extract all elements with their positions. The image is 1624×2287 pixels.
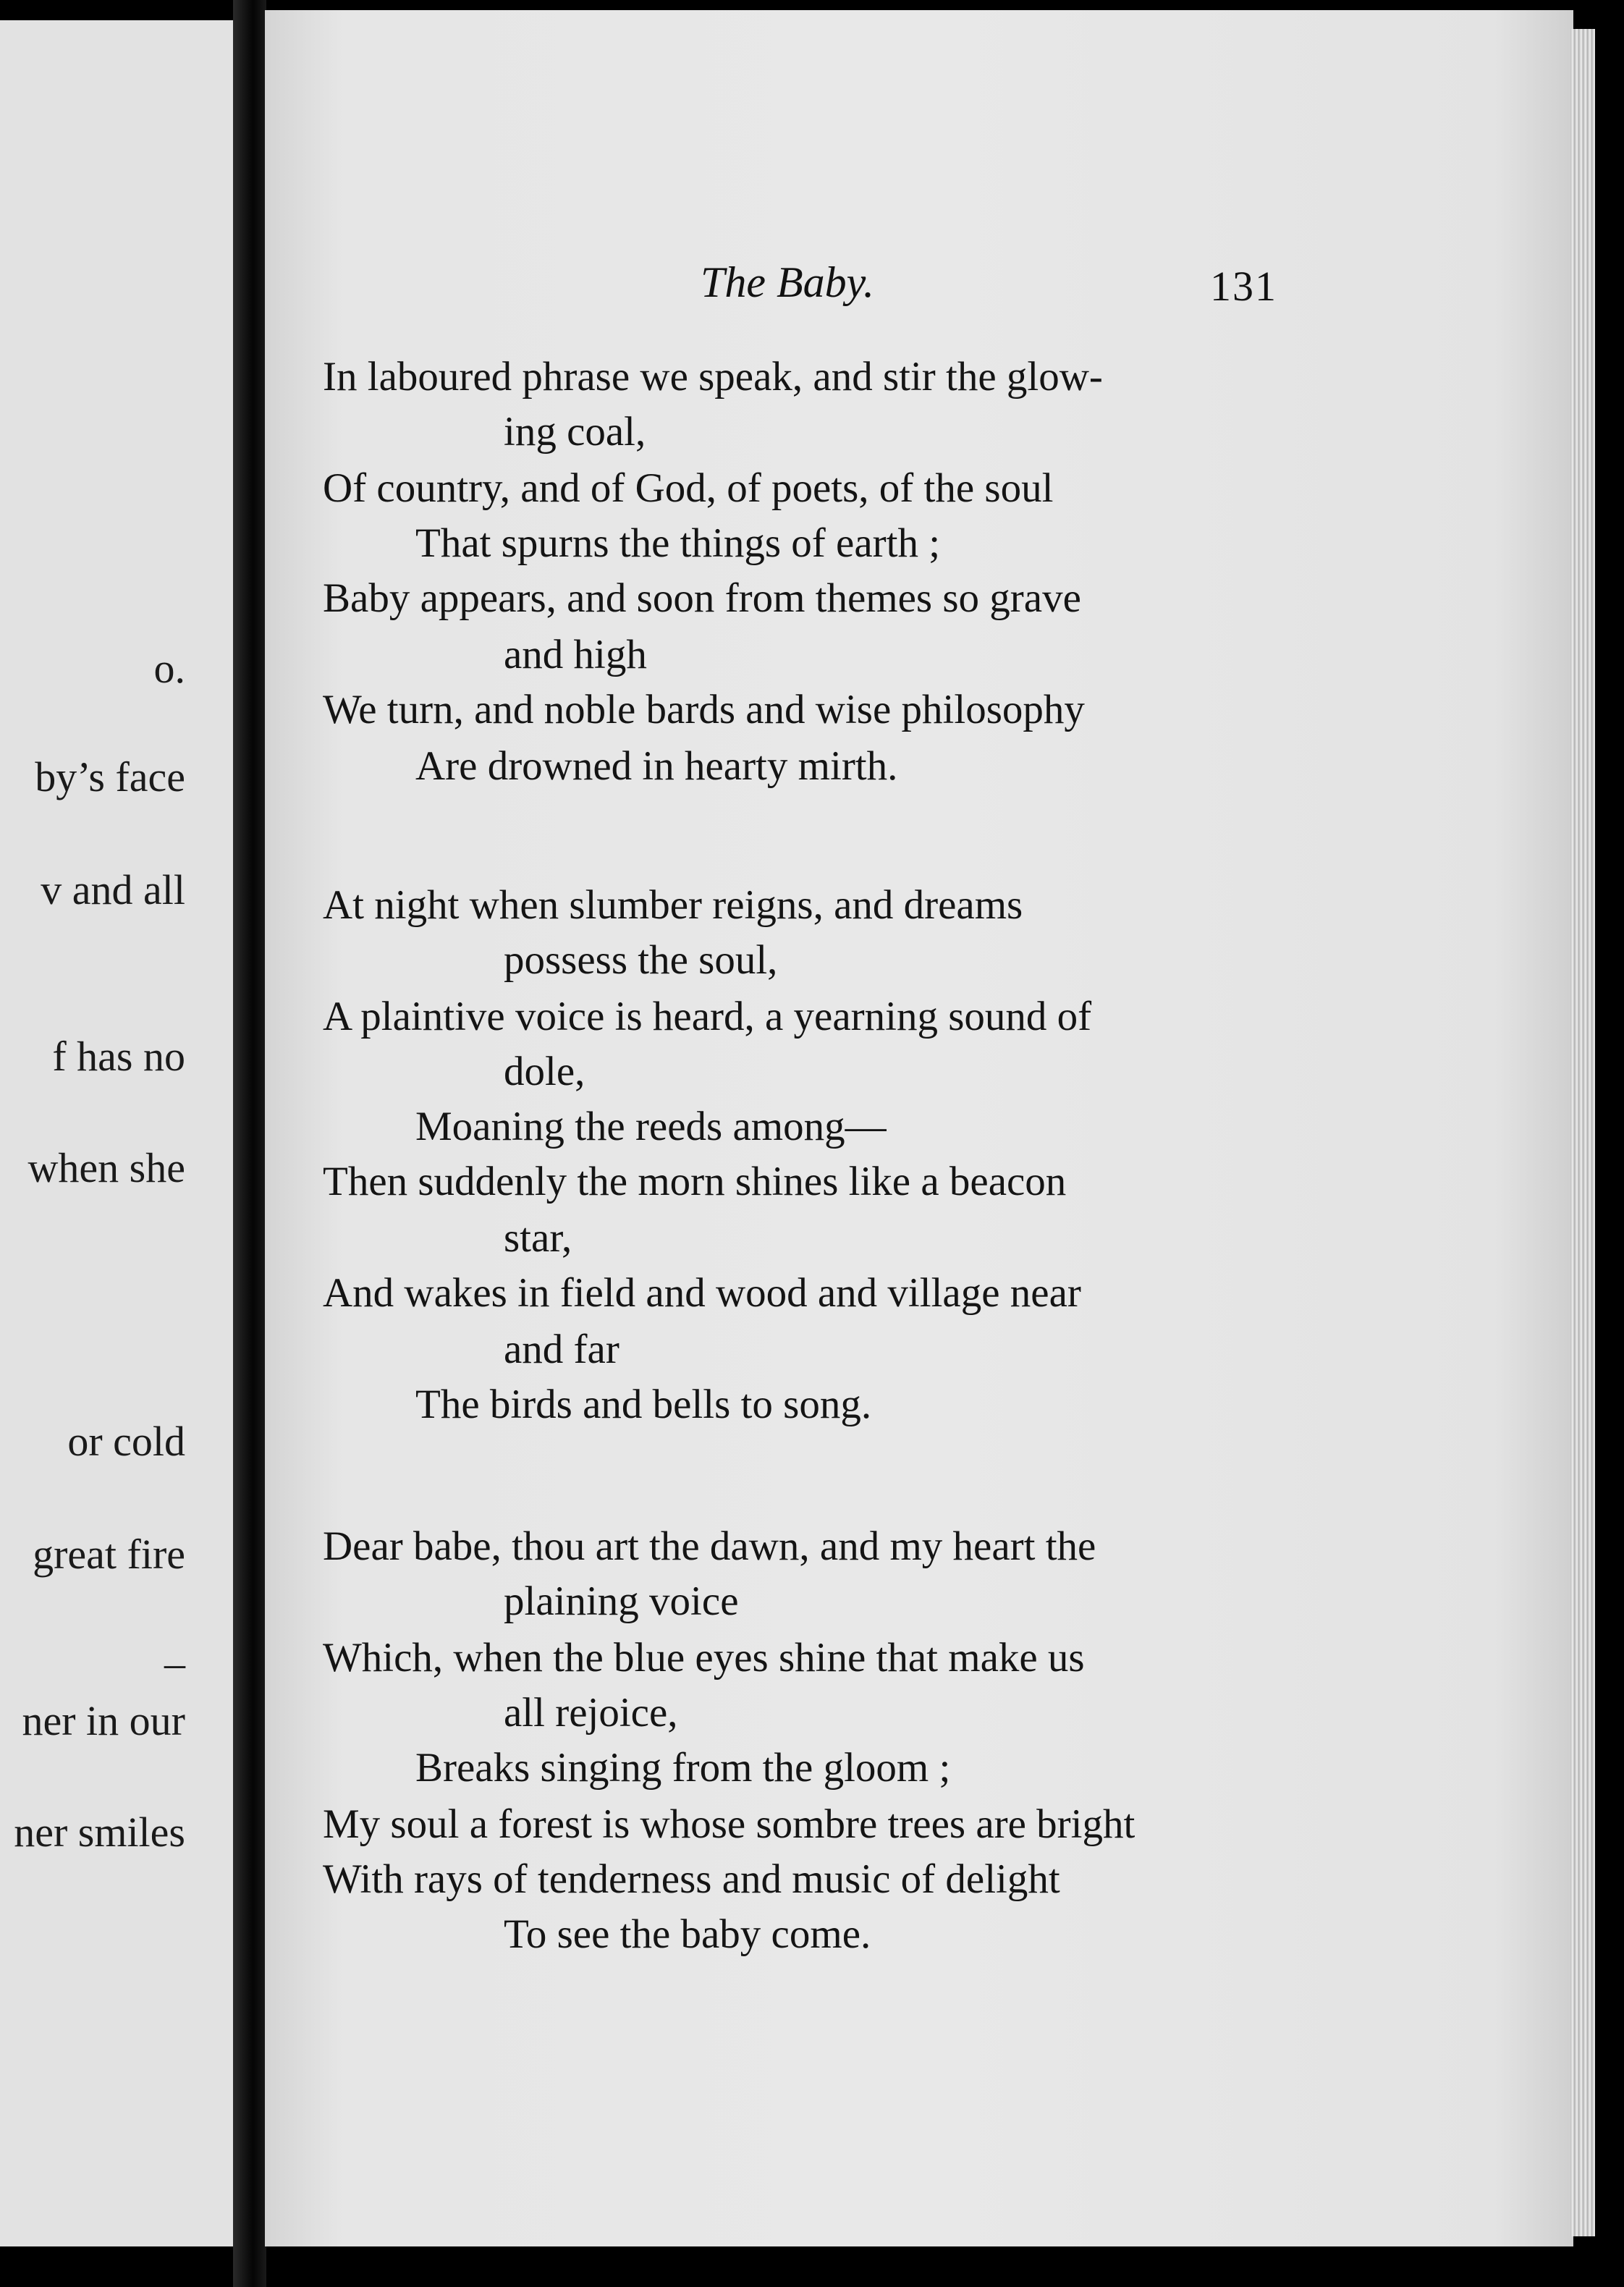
verse-line: A plaintive voice is heard, a yearning sound of	[323, 994, 1092, 1039]
verse-line: And wakes in field and wood and village near	[323, 1270, 1081, 1316]
book-gutter	[233, 0, 266, 2287]
left-facing-page	[0, 20, 233, 2246]
verse-line: With rays of tenderness and music of delight	[323, 1856, 1060, 1902]
verse-line: My soul a forest is whose sombre trees are bright	[323, 1801, 1135, 1847]
verse-line: dole,	[504, 1049, 585, 1094]
verse-line: We turn, and noble bards and wise philosophy	[323, 687, 1085, 732]
left-page-fragment: by’s face	[35, 753, 185, 800]
verse-line: star,	[504, 1215, 572, 1261]
running-title: The Baby.	[701, 258, 874, 306]
left-page-fragment: great fire	[33, 1531, 185, 1578]
page-edges	[1570, 29, 1595, 2236]
verse-line: Which, when the blue eyes shine that make us	[323, 1635, 1085, 1681]
left-page-fragment: v and all	[41, 866, 185, 913]
verse-line: In laboured phrase we speak, and stir the glow-	[323, 354, 1103, 400]
verse-line: and far	[504, 1327, 619, 1372]
verse-line: all rejoice,	[504, 1690, 678, 1736]
left-page-fragment: when she	[28, 1144, 185, 1191]
left-page-fragment: ner smiles	[14, 1809, 185, 1856]
page-number: 131	[1210, 263, 1277, 310]
verse-line: The birds and bells to song.	[415, 1382, 872, 1427]
left-page-fragment: f has no	[52, 1033, 185, 1080]
verse-line: Then suddenly the morn shines like a beacon	[323, 1159, 1067, 1204]
left-page-fragment: o.	[153, 645, 185, 692]
left-page-fragment: –	[164, 1639, 185, 1686]
left-page-fragment: or cold	[67, 1418, 185, 1465]
running-head	[265, 263, 1573, 321]
verse-line: That spurns the things of earth ;	[415, 520, 941, 566]
verse-line: possess the soul,	[504, 937, 778, 983]
verse-line: Of country, and of God, of poets, of the soul	[323, 465, 1054, 511]
verse-line: and high	[504, 632, 647, 677]
verse-line: Dear babe, thou art the dawn, and my heart the	[323, 1523, 1096, 1569]
verse-line: Breaks singing from the gloom ;	[415, 1745, 951, 1791]
verse-line: At night when slumber reigns, and dreams	[323, 882, 1023, 928]
left-page-fragment: ner in our	[22, 1697, 185, 1744]
verse-line: Are drowned in hearty mirth.	[415, 743, 898, 789]
verse-line: plaining voice	[504, 1578, 739, 1624]
verse-line: ing coal,	[504, 409, 646, 455]
verse-line: Baby appears, and soon from themes so grave	[323, 575, 1081, 621]
verse-line: To see the baby come.	[504, 1911, 871, 1957]
verse-line: Moaning the reeds among—	[415, 1104, 887, 1149]
